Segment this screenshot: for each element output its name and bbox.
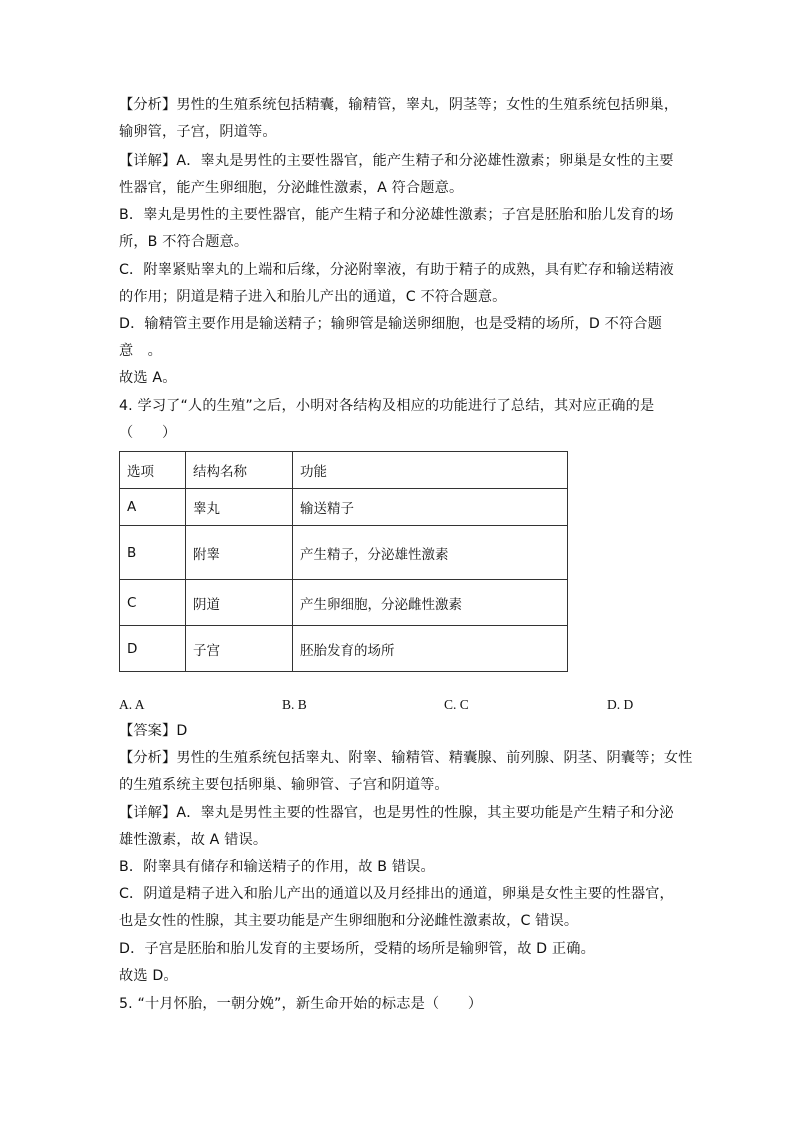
q4-detail-line-5: 也是女性的性腺，其主要功能是产生卵细胞和分泌雌性激素故，C 错误。 [119, 913, 579, 929]
q4-detail-line-4: C．阴道是精子进入和胎儿产出的通道以及月经排出的通道，卵巢是女性主要的性器官， [119, 886, 674, 902]
q4-answer-paren: （ ） [119, 425, 177, 441]
table-cell: 产生精子，分泌雄性激素 [293, 526, 568, 580]
table-cell: 胚胎发育的场所 [293, 626, 568, 672]
table-cell: 附睾 [186, 526, 293, 580]
prev-detail-line-2: 性器官，能产生卵细胞，分泌雌性激素，A 符合题意。 [119, 180, 464, 196]
q4-analysis-line-2: 的生殖系统主要包括卵巢、输卵管、子宫和阴道等。 [119, 777, 449, 793]
q4-analysis-line-1: 【分析】男性的生殖系统包括睾丸、附睾、输精管、精囊腺、前列腺、阴茎、阴囊等；女性 [119, 750, 693, 766]
prev-analysis-line-2: 输卵管，子宫，阴道等。 [119, 124, 277, 140]
option-b: B. B [282, 697, 307, 712]
q4-detail-line-3: B．附睾具有储存和输送精子的作用，故 B 错误。 [119, 859, 435, 875]
prev-conclusion: 故选 A。 [119, 370, 177, 386]
table-cell: D [120, 626, 186, 672]
prev-detail-line-7: D．输精管主要作用是输送精子；输卵管是输送卵细胞，也是受精的场所，D 不符合题 [119, 316, 662, 332]
table-cell: B [120, 526, 186, 580]
option-a: A. A [119, 697, 145, 712]
q4-answer: 【答案】D [119, 723, 188, 739]
table-cell: C [120, 580, 186, 626]
prev-detail-line-1: 【详解】A．睾丸是男性的主要性器官，能产生精子和分泌雄性激素；卵巢是女性的主要 [119, 153, 674, 169]
table-cell: 产生卵细胞，分泌雌性激素 [293, 580, 568, 626]
option-c: C. C [444, 697, 469, 712]
table-cell: 阴道 [186, 580, 293, 626]
q4-detail-line-6: D．子宫是胚胎和胎儿发育的主要场所，受精的场所是输卵管，故 D 正确。 [119, 941, 595, 957]
prev-detail-line-5: C．附睾紧贴睾丸的上端和后缘，分泌附睾液，有助于精子的成熟，具有贮存和输送精液 [119, 262, 674, 278]
q4-detail-line-2: 雄性激素，故 A 错误。 [119, 832, 268, 848]
table-header-cell: 结构名称 [186, 452, 293, 489]
q4-table [119, 451, 568, 672]
table-cell: A [120, 489, 186, 526]
table-header-row [120, 452, 568, 489]
q4-detail-line-1: 【详解】A．睾丸是男性主要的性器官，也是男性的性腺，其主要功能是产生精子和分泌 [119, 805, 674, 821]
q4-conclusion: 故选 D。 [119, 968, 178, 984]
prev-detail-line-3: B．睾丸是男性的主要性器官，能产生精子和分泌雄性激素；子宫是胚胎和胎儿发育的场 [119, 207, 674, 223]
table-row [120, 526, 568, 580]
prev-detail-line-4: 所，B 不符合题意。 [119, 234, 249, 250]
prev-analysis-line-1: 【分析】男性的生殖系统包括精囊，输精管，睾丸，阴茎等；女性的生殖系统包括卵巢， [119, 97, 679, 113]
table-cell: 输送精子 [293, 489, 568, 526]
q4-stem: 4. 学习了“人的生殖”之后，小明对各结构及相应的功能进行了总结，其对应正确的是 [119, 398, 655, 414]
table-row [120, 489, 568, 526]
table-cell: 子宫 [186, 626, 293, 672]
option-d: D. D [607, 697, 634, 712]
prev-detail-line-6: 的作用；阴道是精子进入和胎儿产出的通道，C 不符合题意。 [119, 289, 507, 305]
table-header-cell: 选项 [120, 452, 186, 489]
q5-stem: 5. “十月怀胎，一朝分娩”，新生命开始的标志是（ ） [119, 996, 483, 1012]
prev-detail-line-8: 意 。 [119, 343, 163, 359]
table-header-cell: 功能 [293, 452, 568, 489]
table-row [120, 626, 568, 672]
table-cell: 睾丸 [186, 489, 293, 526]
table-row [120, 580, 568, 626]
